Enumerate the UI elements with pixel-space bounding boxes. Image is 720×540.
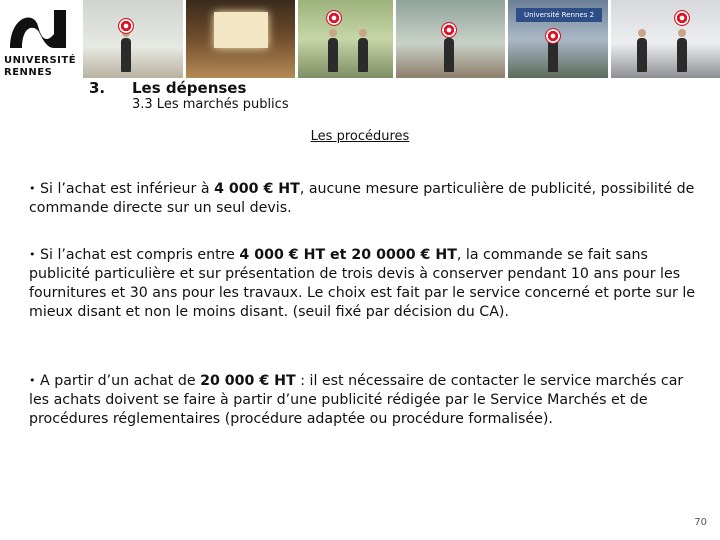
paragraph-below-4000 bbox=[29, 180, 699, 218]
paragraph-text: , la commande se fait sans publicité particulière et sur présentation de trois devis à conserver pendant 10 ans pour les fournitures et 30 ans pour les travaux. Le choix est fait par le service concerné et porte sur le mieux disant et non le moins disant. (seuil fixé par décision du CA). bbox=[29, 247, 696, 320]
threshold-amount: 20 000 € HT bbox=[200, 373, 296, 389]
person-figure bbox=[328, 38, 338, 72]
building-sign: Université Rennes 2 bbox=[516, 8, 602, 22]
photo-banner bbox=[83, 0, 720, 78]
procedures-title-text: Les procédures bbox=[310, 129, 410, 144]
person-figure bbox=[444, 38, 454, 72]
banner-photo-3 bbox=[298, 0, 393, 78]
logo-line-1: UNIVERSITÉ bbox=[4, 55, 77, 66]
section-number: 3. bbox=[89, 79, 106, 97]
person-figure bbox=[677, 38, 687, 72]
paragraph-text: A partir d’un achat de bbox=[35, 373, 201, 389]
university-logo-mark bbox=[4, 4, 74, 54]
bullet-icon: • bbox=[29, 374, 36, 387]
target-icon bbox=[545, 28, 561, 44]
stage-screen bbox=[214, 12, 268, 48]
section-title: Les dépenses bbox=[132, 79, 247, 97]
page-number: 70 bbox=[694, 517, 707, 528]
person-figure bbox=[637, 38, 647, 72]
paragraph-text: Si l’achat est inférieur à bbox=[35, 181, 215, 197]
paragraph-text: : il est nécessaire de contacter le service marchés car les achats doivent se faire à partir d’une publicité rédigée par le Service Marchés et de procédures réglementaires (procédure adaptée ou procédure formalisée). bbox=[29, 373, 684, 427]
paragraph-text: , aucune mesure particulière de publicité, possibilité de commande directe sur un seul devis. bbox=[29, 181, 695, 216]
threshold-amount: 4 000 € HT et 20 0000 € HT bbox=[239, 247, 457, 263]
bullet-icon: • bbox=[29, 182, 36, 195]
target-icon bbox=[118, 18, 134, 34]
target-icon bbox=[441, 22, 457, 38]
subsection-title: 3.3 Les marchés publics bbox=[132, 97, 289, 112]
paragraph-between-thresholds bbox=[29, 246, 699, 322]
paragraph-text: Si l’achat est compris entre bbox=[35, 247, 240, 263]
person-figure bbox=[358, 38, 368, 72]
procedures-title bbox=[0, 129, 720, 144]
banner-photo-4 bbox=[396, 0, 505, 78]
target-icon bbox=[674, 10, 690, 26]
logo-line-2: RENNES bbox=[4, 67, 53, 78]
banner-photo-6 bbox=[611, 0, 720, 78]
banner-photo-5 bbox=[508, 0, 608, 78]
person-figure bbox=[121, 38, 131, 72]
bullet-icon: • bbox=[29, 248, 36, 261]
banner-photo-1 bbox=[83, 0, 183, 78]
university-logo bbox=[0, 0, 80, 80]
target-icon bbox=[326, 10, 342, 26]
threshold-amount: 4 000 € HT bbox=[214, 181, 300, 197]
paragraph-above-20000 bbox=[29, 372, 699, 429]
banner-photo-2 bbox=[186, 0, 295, 78]
